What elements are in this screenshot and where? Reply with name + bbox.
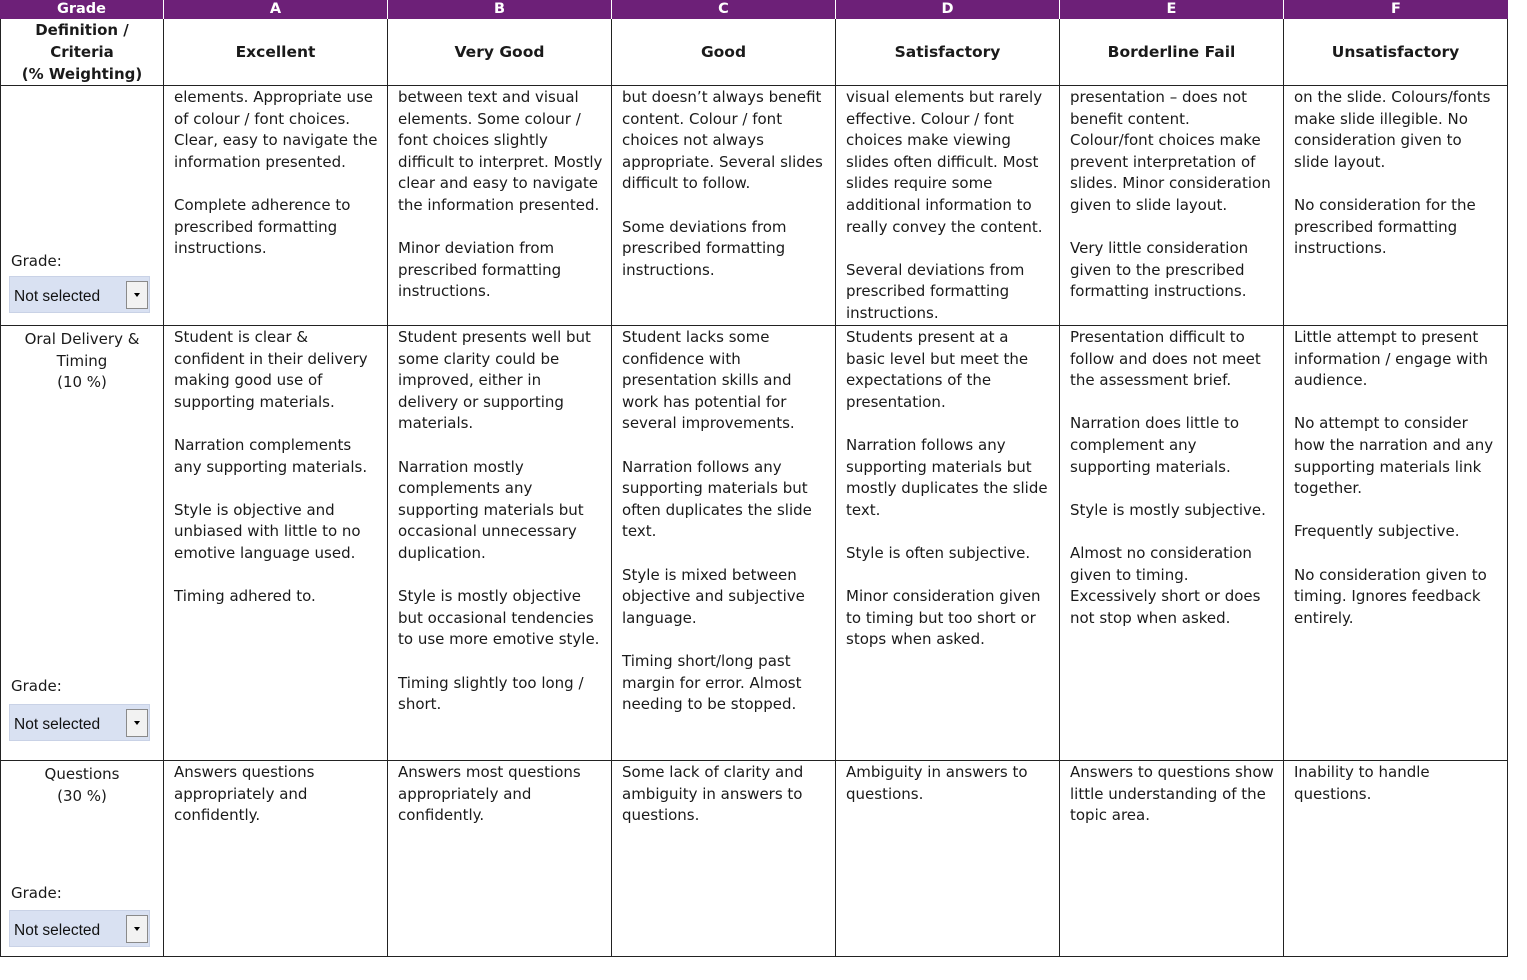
- grade-col-a: A: [164, 0, 388, 19]
- descriptor-cell: Answers to questions show little understanding of the topic area.: [1060, 761, 1284, 957]
- grade-header-row: [0, 0, 1508, 19]
- descriptor-cell: Answers most questions appropriately and confidently.: [388, 761, 612, 957]
- criterion-row-slides: [0, 86, 1508, 326]
- grade-select[interactable]: [9, 704, 150, 741]
- dropdown-button[interactable]: [126, 281, 148, 309]
- grade-select-value: Not selected: [14, 716, 101, 733]
- descriptor-cell: presentation – does not benefit content. Colour/font choices make prevent interpretation of slides. Minor consideration given to slide layout. Very little consideration given to the prescribed formatting instructions.: [1060, 86, 1284, 326]
- levels-row: [0, 19, 1508, 86]
- descriptor-cell: between text and visual elements. Some colour / font choices slightly difficult to interpret. Mostly clear and easy to navigate the information presented. Minor deviation from prescribed formatting instructions.: [388, 86, 612, 326]
- level-good: Good: [612, 19, 836, 86]
- level-very-good: Very Good: [388, 19, 612, 86]
- grade-select-value: Not selected: [14, 288, 101, 305]
- descriptor-cell: but doesn’t always benefit content. Colour / font choices not always appropriate. Several slides difficult to follow. Some deviations from prescribed formatting instructions.: [612, 86, 836, 326]
- grade-header-cell: Grade: [0, 0, 164, 19]
- grade-label: Grade:: [11, 252, 62, 270]
- descriptor-cell: on the slide. Colours/fonts make slide illegible. No consideration given to slide layout. No consideration for the prescribed formatting instructions.: [1284, 86, 1508, 326]
- grade-select-value: Not selected: [14, 922, 101, 939]
- criterion-row-questions: [0, 761, 1508, 957]
- criterion-row-oral-delivery: [0, 326, 1508, 761]
- chevron-down-icon: [134, 927, 140, 931]
- grade-col-d: D: [836, 0, 1060, 19]
- criterion-name: Oral Delivery & Timing (10 %): [24, 330, 140, 392]
- grade-col-c: C: [612, 0, 836, 19]
- grade-col-f: F: [1284, 0, 1508, 19]
- dropdown-button[interactable]: [126, 709, 148, 737]
- descriptor-cell: Little attempt to present information / engage with audience. No attempt to consider how the narration and any supporting materials link together. Frequently subjective. No consideration given to timing. Ignores feedback entirely.: [1284, 326, 1508, 761]
- grade-col-b: B: [388, 0, 612, 19]
- criteria-header: [0, 19, 164, 86]
- descriptor-cell: Presentation difficult to follow and does not meet the assessment brief. Narration does little to complement any supporting materials. Style is mostly subjective. Almost no consideration given to timing. Excessively short or does not stop when asked.: [1060, 326, 1284, 761]
- criterion-cell: [0, 326, 164, 761]
- descriptor-cell: Students present at a basic level but meet the expectations of the presentation. Narration follows any supporting materials but mostly duplicates the slide text. Style is often subjective. Minor consideration given to timing but too short or stops when asked.: [836, 326, 1060, 761]
- level-satisfactory: Satisfactory: [836, 19, 1060, 86]
- grade-select[interactable]: [9, 910, 150, 947]
- level-excellent: Excellent: [164, 19, 388, 86]
- descriptor-cell: Student is clear & confident in their delivery making good use of supporting materials. Narration complements any supporting materials. Style is objective and unbiased with little to no emotive language used. Timing adhered to.: [164, 326, 388, 761]
- descriptor-cell: elements. Appropriate use of colour / font choices. Clear, easy to navigate the information presented. Complete adherence to prescribed formatting instructions.: [164, 86, 388, 326]
- criterion-name: Questions (30 %): [44, 765, 120, 805]
- descriptor-cell: Student lacks some confidence with presentation skills and work has potential for several improvements. Narration follows any supporting materials but often duplicates the slide text. Style is mixed between objective and subjective language. Timing short/long past margin for error. Almost needing to be stopped.: [612, 326, 836, 761]
- grade-label: Grade:: [11, 677, 62, 695]
- dropdown-button[interactable]: [126, 915, 148, 943]
- descriptor-cell: Some lack of clarity and ambiguity in answers to questions.: [612, 761, 836, 957]
- descriptor-cell: Ambiguity in answers to questions.: [836, 761, 1060, 957]
- criterion-cell: [0, 761, 164, 957]
- descriptor-cell: Answers questions appropriately and confidently.: [164, 761, 388, 957]
- level-borderline-fail: Borderline Fail: [1060, 19, 1284, 86]
- criterion-cell: [0, 86, 164, 326]
- descriptor-cell: visual elements but rarely effective. Colour / font choices make viewing slides often difficult. Most slides require some additional information to really convey the content. Several deviations from prescribed formatting instructions.: [836, 86, 1060, 326]
- chevron-down-icon: [134, 721, 140, 725]
- grade-select[interactable]: [9, 276, 150, 313]
- grade-col-e: E: [1060, 0, 1284, 19]
- grade-label: Grade:: [11, 884, 62, 902]
- criteria-label: Definition / Criteria (% Weighting): [21, 21, 143, 83]
- chevron-down-icon: [134, 293, 140, 297]
- descriptor-cell: Inability to handle questions.: [1284, 761, 1508, 957]
- descriptor-cell: Student presents well but some clarity could be improved, either in delivery or supporting materials. Narration mostly complements any supporting materials but occasional unnecessary duplication. Style is mostly objective but occasional tendencies to use more emotive style. Timing slightly too long / short.: [388, 326, 612, 761]
- level-unsatisfactory: Unsatisfactory: [1284, 19, 1508, 86]
